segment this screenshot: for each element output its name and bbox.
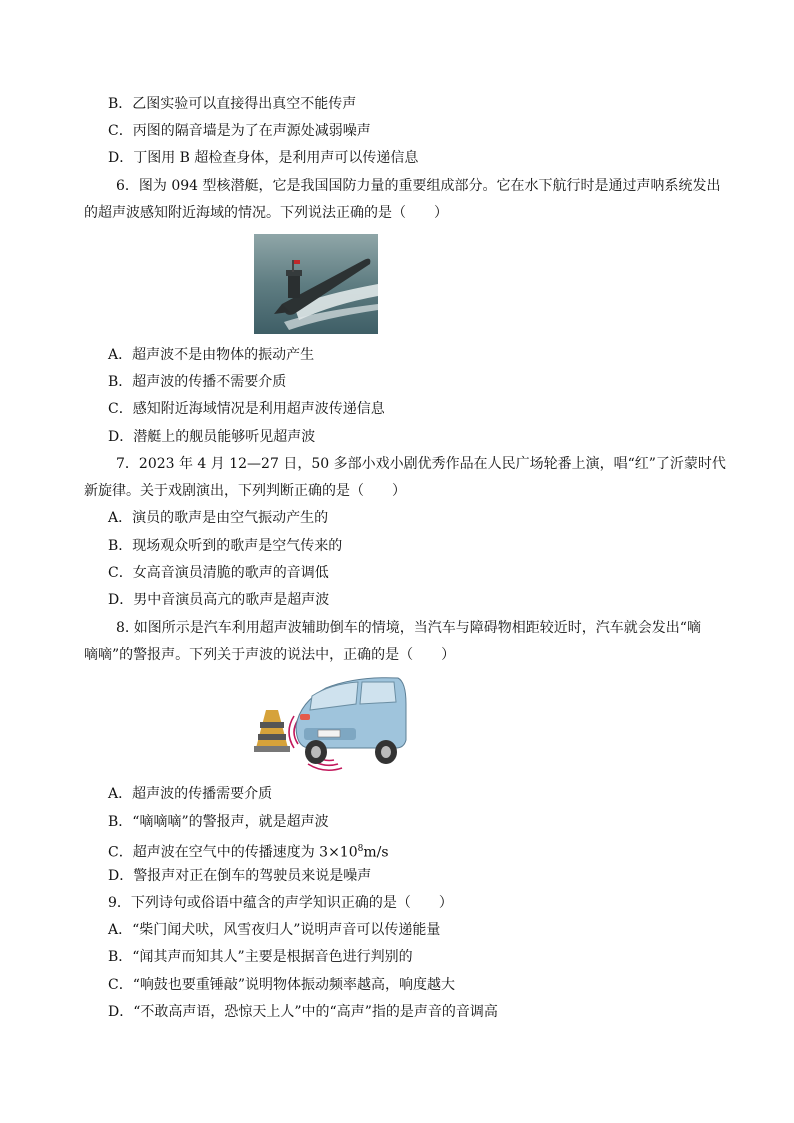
q6-option-a: A．超声波不是由物体的振动产生 xyxy=(108,347,315,363)
q6-stem-line1: 6．图为 094 型核潜艇，它是我国国防力量的重要组成部分。它在水下航行时是通过声呐系统发出 xyxy=(116,178,721,194)
q7-stem-line2: 新旋律。关于戏剧演出，下列判断正确的是（ ） xyxy=(84,483,406,499)
car-reversing-image xyxy=(246,674,408,776)
q8-stem-line1: 8. 如图所示是汽车利用超声波辅助倒车的情境，当汽车与障碍物相距较近时，汽车就会发出“嘀 xyxy=(116,620,701,636)
q5-option-b: B．乙图实验可以直接得出真空不能传声 xyxy=(108,96,357,112)
q8-option-b: B．“嘀嘀嘀”的警报声，就是超声波 xyxy=(108,814,329,830)
q9-option-d: D．“不敢高声语，恐惊天上人”中的“高声”指的是声音的音调高 xyxy=(108,1004,498,1020)
q5-option-d: D．丁图用 B 超检查身体，是利用声可以传递信息 xyxy=(108,150,419,166)
q7-option-b: B．现场观众听到的歌声是空气传来的 xyxy=(108,538,343,554)
q8-option-c-exponent: 8 xyxy=(357,844,364,854)
q9-option-b: B．“闻其声而知其人”主要是根据音色进行判别的 xyxy=(108,949,413,965)
q7-option-a: A．演员的歌声是由空气振动产生的 xyxy=(108,510,329,526)
q8-stem-line2: 嘀嘀”的警报声。下列关于声波的说法中，正确的是（ ） xyxy=(84,647,456,663)
q7-option-d: D．男中音演员高亢的歌声是超声波 xyxy=(108,592,330,608)
q5-option-c: C．丙图的隔音墙是为了在声源处减弱噪声 xyxy=(108,123,371,139)
q7-stem-line1: 7．2023 年 4 月 12—27 日，50 多部小戏小剧优秀作品在人民广场轮番上演，唱“红”了沂蒙时代 xyxy=(116,456,726,472)
q6-option-b: B．超声波的传播不需要介质 xyxy=(108,374,287,390)
q8-option-a: A．超声波的传播需要介质 xyxy=(108,786,273,802)
q6-stem-line2: 的超声波感知附近海域的情况。下列说法正确的是（ ） xyxy=(84,205,448,221)
q8-option-c-unit: m/s xyxy=(363,844,389,861)
q6-option-d: D．潜艇上的舰员能够听见超声波 xyxy=(108,429,316,445)
q9-option-c: C．“响鼓也要重锤敲”说明物体振动频率越高，响度越大 xyxy=(108,977,456,993)
q6-option-c: C．感知附近海域情况是利用超声波传递信息 xyxy=(108,401,385,417)
submarine-image xyxy=(254,234,378,334)
q8-option-c-text: C．超声波在空气中的传播速度为 3×10 xyxy=(108,844,358,861)
q9-option-a: A．“柴门闻犬吠，风雪夜归人”说明声音可以传递能量 xyxy=(108,922,441,938)
q8-option-c xyxy=(108,839,389,863)
q8-option-d: D．警报声对正在倒车的驾驶员来说是噪声 xyxy=(108,868,372,884)
q7-option-c: C．女高音演员清脆的歌声的音调低 xyxy=(108,565,329,581)
q9-stem: 9．下列诗句或俗语中蕴含的声学知识正确的是（ ） xyxy=(108,895,453,911)
